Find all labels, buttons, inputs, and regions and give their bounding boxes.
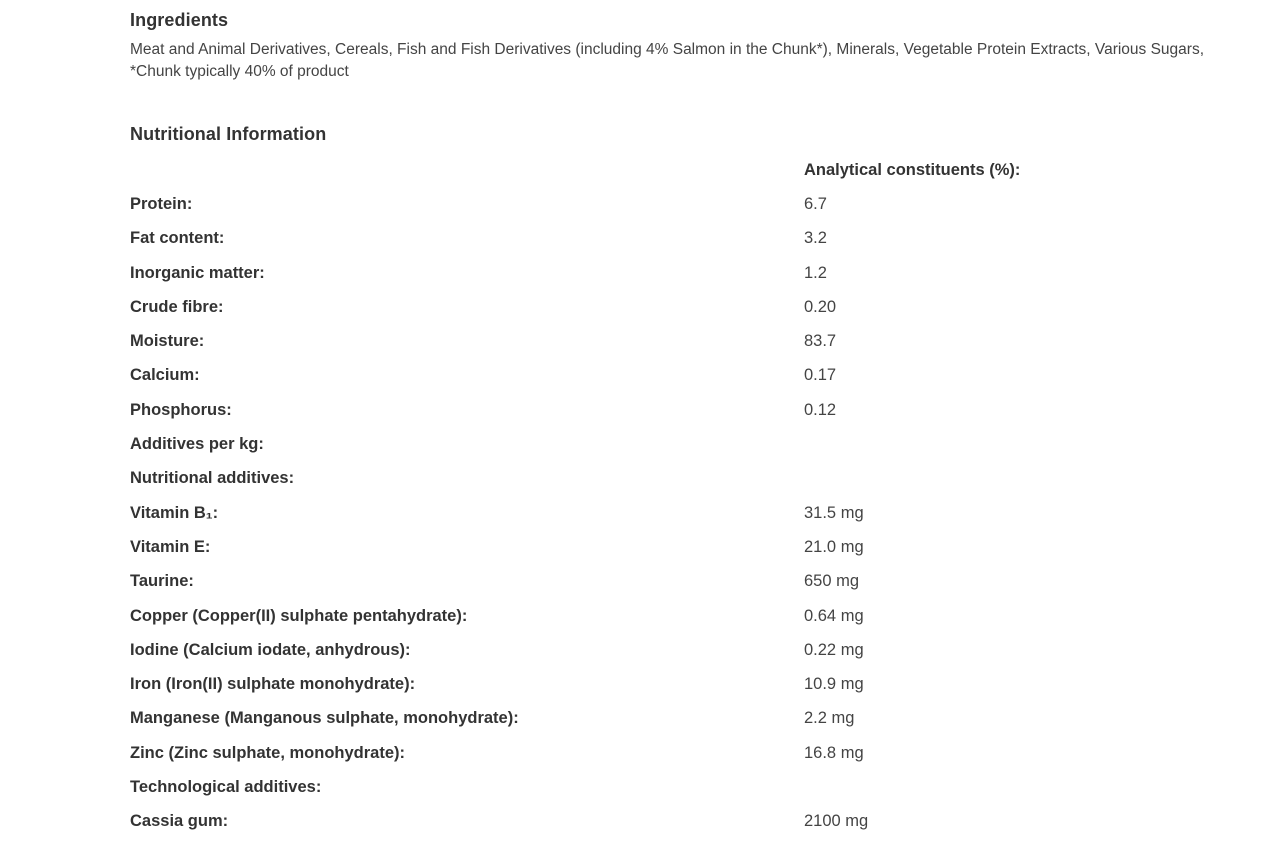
- table-row: [130, 290, 1230, 324]
- nutrient-value: 6.7: [804, 194, 827, 213]
- nutrient-value: [804, 462, 1230, 496]
- nutrient-label: Taurine:: [130, 572, 194, 591]
- table-row: [130, 702, 1230, 736]
- nutrient-value: 0.17: [804, 366, 837, 385]
- ingredients-text: Meat and Animal Derivatives, Cereals, Fish and Fish Derivatives (including 4% Salmon in the Chunk*), Minerals, Vegetable Protein Extracts, Various Sugars, *Chunk typically 40% of product: [130, 41, 1205, 80]
- nutrient-value: 2100 mg: [804, 812, 869, 831]
- nutrient-value: 2.2 mg: [804, 709, 855, 728]
- nutrient-value: 3.2: [804, 229, 827, 248]
- nutrient-label: Cassia gum:: [130, 812, 229, 831]
- ingredients-heading: Ingredients: [130, 10, 229, 30]
- table-row: [130, 599, 1230, 633]
- nutrient-label: Phosphorus:: [130, 400, 232, 419]
- table-row: [130, 393, 1230, 427]
- nutrient-value: [804, 427, 1230, 461]
- nutrient-label: Fat content:: [130, 229, 225, 248]
- table-row: [130, 324, 1230, 358]
- nutrition-table: [130, 153, 1230, 839]
- table-row: [130, 770, 1230, 804]
- nutrient-label: Technological additives:: [130, 777, 322, 796]
- nutrient-value: 31.5 mg: [804, 503, 864, 522]
- nutrient-value: 0.12: [804, 400, 837, 419]
- nutrient-label: Copper (Copper(II) sulphate pentahydrate):: [130, 606, 468, 625]
- nutrient-label: Inorganic matter:: [130, 263, 265, 282]
- nutrient-label: Vitamin E:: [130, 537, 211, 556]
- nutrient-label: Protein:: [130, 194, 193, 213]
- nutrient-value: 0.20: [804, 297, 837, 316]
- table-row: [130, 256, 1230, 290]
- table-row: [130, 222, 1230, 256]
- table-row: [130, 496, 1230, 530]
- nutrient-value: 650 mg: [804, 572, 860, 591]
- nutrient-value: 1.2: [804, 263, 827, 282]
- table-row: [130, 736, 1230, 770]
- table-row: [130, 633, 1230, 667]
- nutrient-value: [804, 770, 1230, 804]
- nutrition-label-column-header: [130, 153, 804, 187]
- nutrient-value: 0.64 mg: [804, 606, 864, 625]
- nutrient-label: Vitamin B₁:: [130, 503, 219, 522]
- table-row: [130, 805, 1230, 839]
- nutrient-value: 0.22 mg: [804, 640, 864, 659]
- table-row: [130, 359, 1230, 393]
- nutrient-label: Manganese (Manganous sulphate, monohydrate):: [130, 709, 519, 728]
- analytical-constituents-header: Analytical constituents (%):: [804, 160, 1021, 179]
- nutrient-value: 10.9 mg: [804, 675, 864, 694]
- nutrient-label: Iodine (Calcium iodate, anhydrous):: [130, 640, 411, 659]
- nutrient-label: Zinc (Zinc sulphate, monohydrate):: [130, 743, 406, 762]
- table-row: [130, 667, 1230, 701]
- table-row: [130, 427, 1230, 461]
- nutrition-table-body: [130, 187, 1230, 839]
- nutrient-label: Moisture:: [130, 332, 205, 351]
- nutrient-label: Nutritional additives:: [130, 469, 295, 488]
- nutrient-value: 21.0 mg: [804, 537, 864, 556]
- nutrient-label: Crude fibre:: [130, 297, 224, 316]
- nutrient-value: 16.8 mg: [804, 743, 864, 762]
- nutrient-value: 83.7: [804, 332, 837, 351]
- nutrient-label: Iron (Iron(II) sulphate monohydrate):: [130, 675, 416, 694]
- table-row: [130, 530, 1230, 564]
- nutrition-table-header-row: [130, 153, 1230, 187]
- nutrient-label: Calcium:: [130, 366, 200, 385]
- nutritional-information-heading: Nutritional Information: [130, 124, 327, 144]
- table-row: [130, 187, 1230, 221]
- table-row: [130, 565, 1230, 599]
- table-row: [130, 462, 1230, 496]
- nutrient-label: Additives per kg:: [130, 435, 264, 454]
